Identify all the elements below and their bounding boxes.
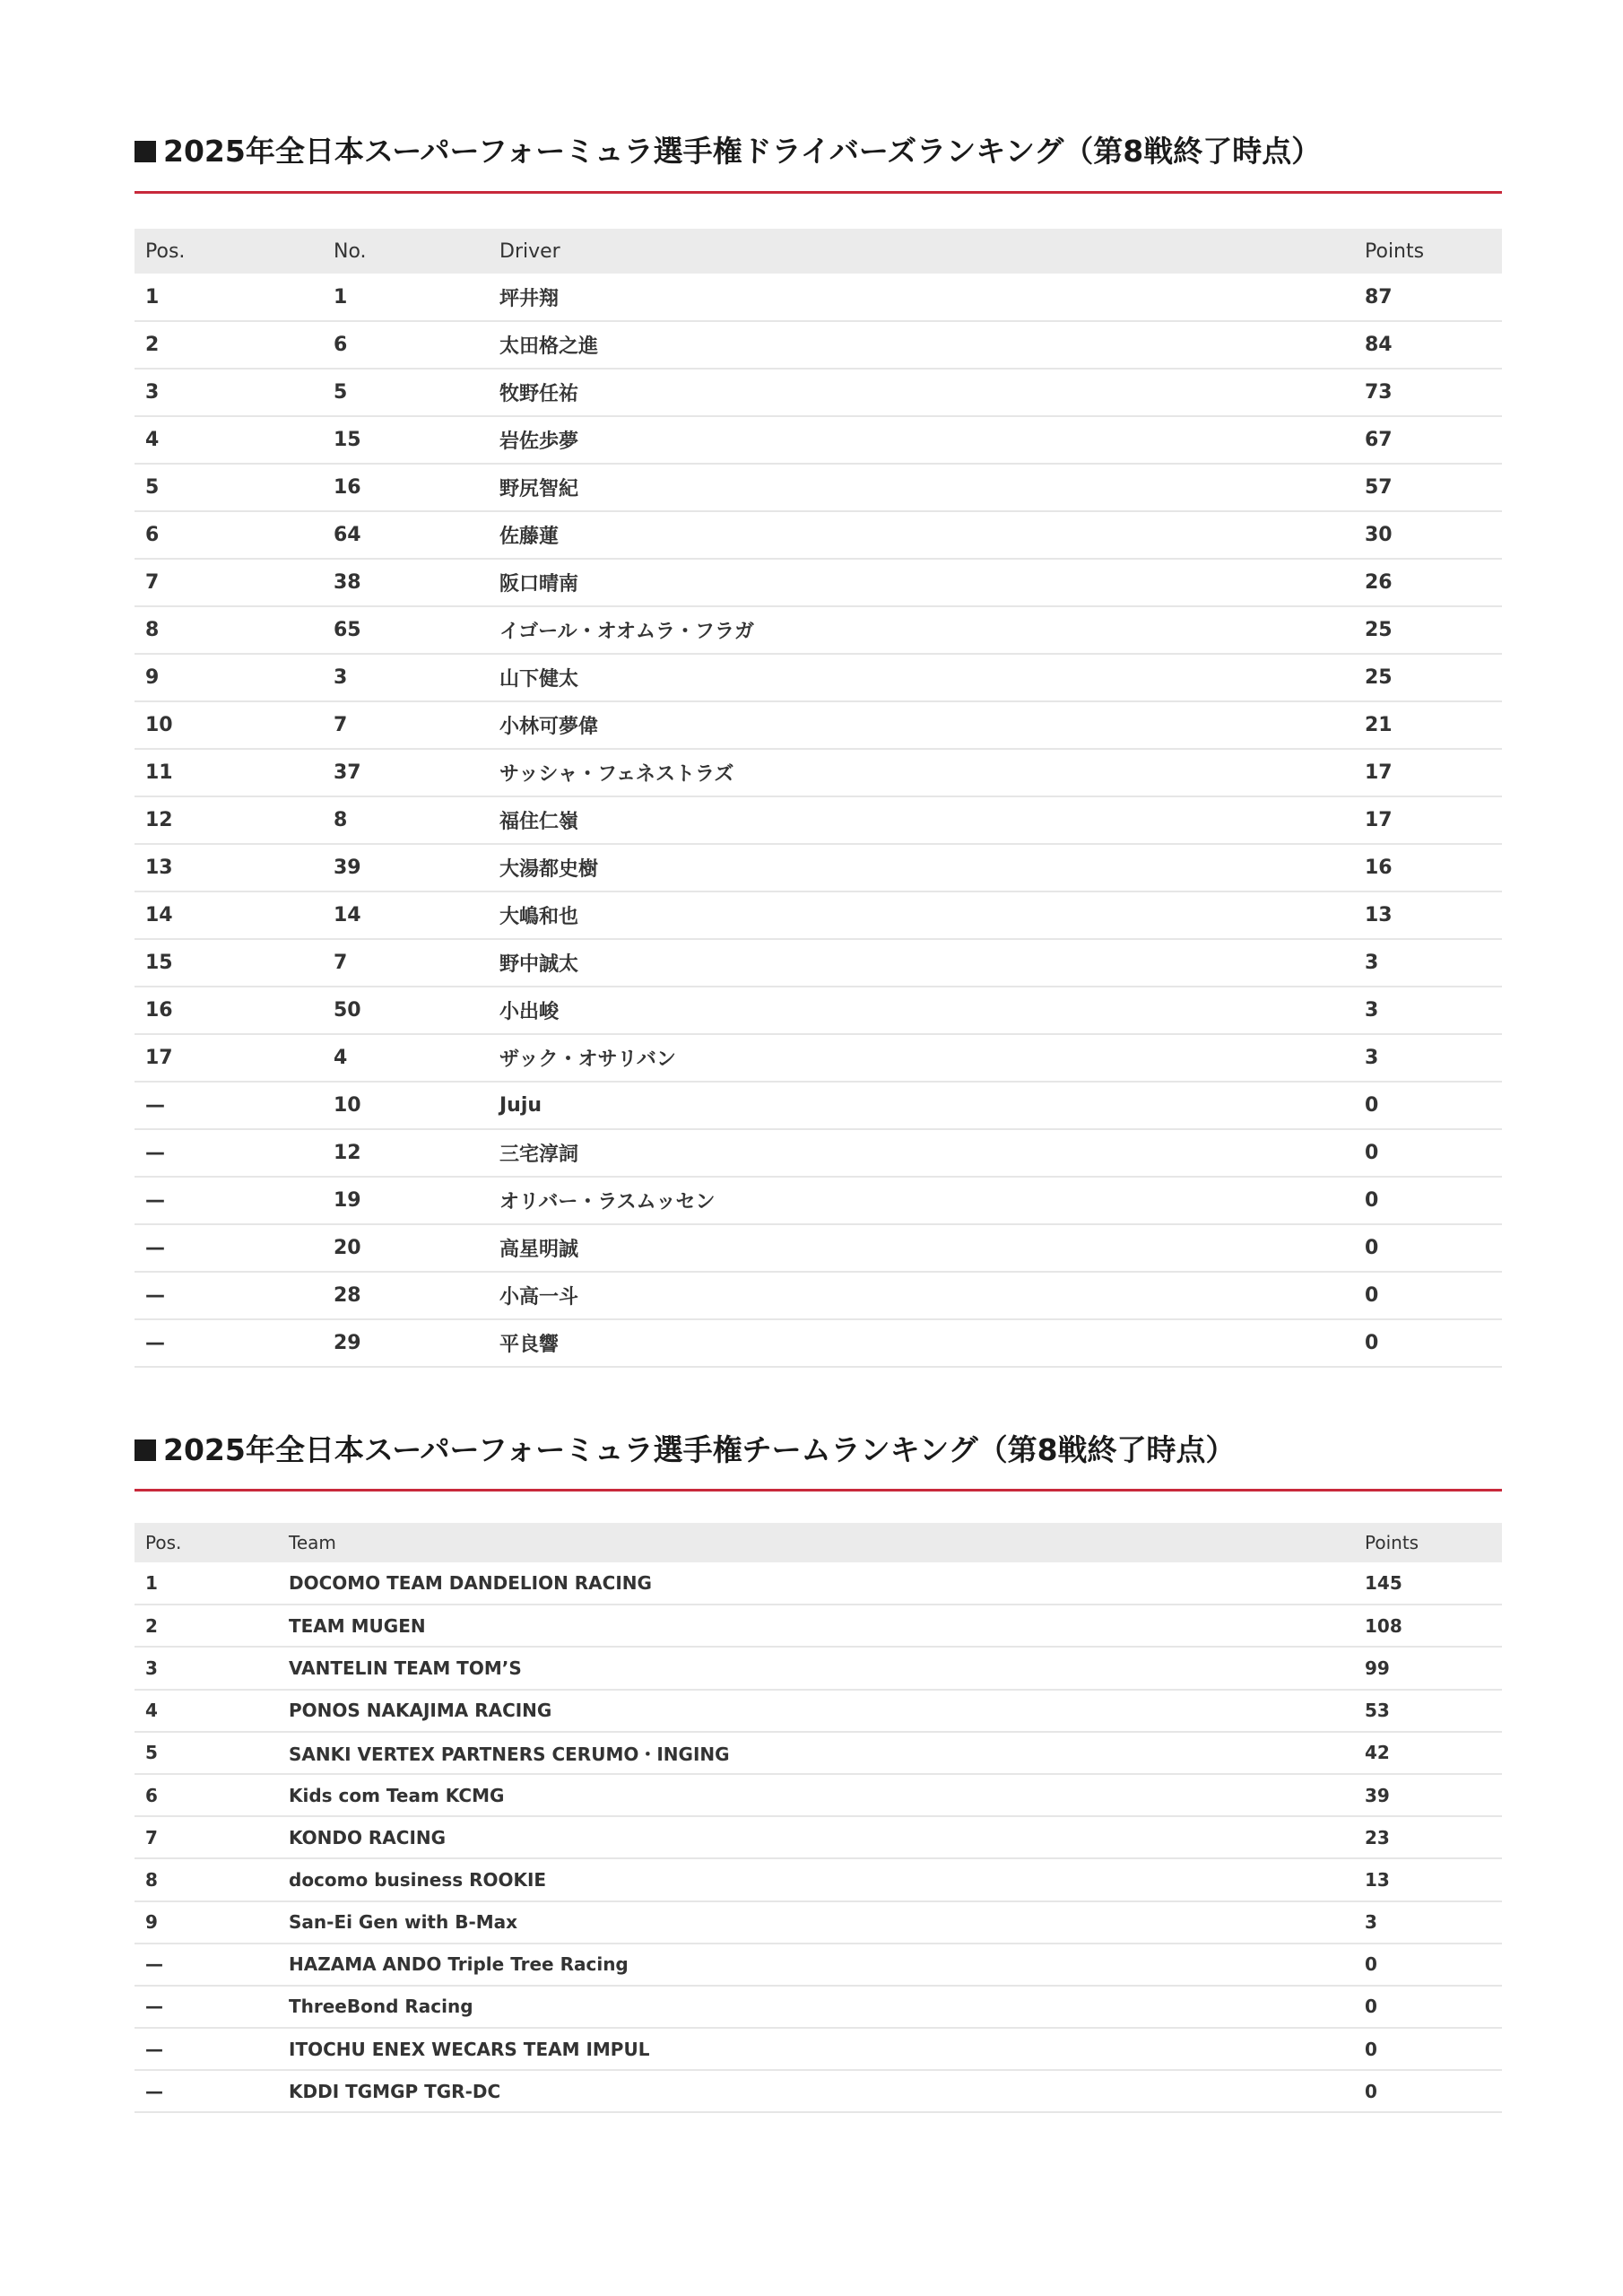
table-header-row bbox=[135, 1523, 1502, 1562]
teams-ranking-title-text: 2025年全日本スーパーフォーミュラ選手権チームランキング（第8戦終了時点） bbox=[163, 1432, 1236, 1467]
driver-row bbox=[135, 654, 1502, 701]
cell-pos: 7 bbox=[135, 559, 323, 606]
cell-team: KDDI TGMGP TGR-DC bbox=[278, 2070, 1354, 2112]
team-row bbox=[135, 1944, 1502, 1986]
cell-pos: 12 bbox=[135, 796, 323, 844]
cell-points: 3 bbox=[1354, 987, 1502, 1034]
cell-points: 108 bbox=[1354, 1605, 1502, 1647]
cell-pos: — bbox=[135, 1129, 323, 1177]
driver-row bbox=[135, 1319, 1502, 1367]
driver-row bbox=[135, 1177, 1502, 1224]
driver-row bbox=[135, 1034, 1502, 1082]
cell-team: SANKI VERTEX PARTNERS CERUMO・INGING bbox=[278, 1732, 1354, 1774]
cell-driver: ザック・オサリバン bbox=[489, 1034, 1354, 1082]
cell-pos: — bbox=[135, 1272, 323, 1319]
cell-points: 26 bbox=[1354, 559, 1502, 606]
driver-row bbox=[135, 1272, 1502, 1319]
cell-team: PONOS NAKAJIMA RACING bbox=[278, 1690, 1354, 1732]
cell-pos: 13 bbox=[135, 844, 323, 891]
team-row bbox=[135, 1858, 1502, 1900]
header-points: Points bbox=[1365, 239, 1425, 263]
cell-points: 13 bbox=[1354, 1858, 1502, 1900]
cell-pos: 10 bbox=[135, 701, 323, 749]
team-row bbox=[135, 1986, 1502, 2028]
team-row bbox=[135, 2070, 1502, 2112]
cell-pos: 15 bbox=[135, 939, 323, 987]
drivers-ranking-section bbox=[135, 0, 1502, 1372]
cell-points: 145 bbox=[1354, 1562, 1502, 1605]
team-row bbox=[135, 1816, 1502, 1858]
cell-driver: 野尻智紀 bbox=[489, 464, 1354, 511]
driver-row bbox=[135, 891, 1502, 939]
cell-no: 3 bbox=[323, 654, 489, 701]
team-row bbox=[135, 2028, 1502, 2070]
cell-team: VANTELIN TEAM TOM’S bbox=[278, 1647, 1354, 1689]
cell-driver: 三宅淳詞 bbox=[489, 1129, 1354, 1177]
cell-points: 3 bbox=[1354, 939, 1502, 987]
cell-points: 53 bbox=[1354, 1690, 1502, 1732]
cell-pos: 16 bbox=[135, 987, 323, 1034]
driver-row bbox=[135, 274, 1502, 321]
cell-team: ITOCHU ENEX WECARS TEAM IMPUL bbox=[278, 2028, 1354, 2070]
cell-driver: 大嶋和也 bbox=[489, 891, 1354, 939]
cell-pos: — bbox=[135, 2028, 278, 2070]
cell-pos: 14 bbox=[135, 891, 323, 939]
cell-pos: — bbox=[135, 2070, 278, 2112]
header-points: Points bbox=[1365, 1532, 1419, 1553]
cell-no: 38 bbox=[323, 559, 489, 606]
cell-no: 6 bbox=[323, 321, 489, 369]
cell-team: HAZAMA ANDO Triple Tree Racing bbox=[278, 1944, 1354, 1986]
cell-pos: — bbox=[135, 1224, 323, 1272]
driver-row bbox=[135, 749, 1502, 796]
teams-ranking-title bbox=[135, 1429, 1236, 1472]
team-row bbox=[135, 1605, 1502, 1647]
cell-no: 16 bbox=[323, 464, 489, 511]
cell-pos: 6 bbox=[135, 511, 323, 559]
driver-row bbox=[135, 511, 1502, 559]
cell-driver: 太田格之進 bbox=[489, 321, 1354, 369]
cell-no: 7 bbox=[323, 701, 489, 749]
cell-team: docomo business ROOKIE bbox=[278, 1858, 1354, 1900]
team-row bbox=[135, 1901, 1502, 1944]
cell-driver: オリバー・ラスムッセン bbox=[489, 1177, 1354, 1224]
cell-no: 64 bbox=[323, 511, 489, 559]
cell-pos: 9 bbox=[135, 654, 323, 701]
cell-pos: — bbox=[135, 1319, 323, 1367]
cell-no: 5 bbox=[323, 369, 489, 416]
header-pos: Pos. bbox=[145, 239, 186, 263]
cell-team: TEAM MUGEN bbox=[278, 1605, 1354, 1647]
team-row bbox=[135, 1774, 1502, 1816]
team-row bbox=[135, 1647, 1502, 1689]
header-driver: Driver bbox=[499, 239, 560, 263]
cell-driver: 大湯都史樹 bbox=[489, 844, 1354, 891]
cell-points: 25 bbox=[1354, 606, 1502, 654]
cell-team: San-Ei Gen with B-Max bbox=[278, 1901, 1354, 1944]
teams-ranking-table bbox=[135, 1523, 1502, 2113]
cell-pos: 8 bbox=[135, 606, 323, 654]
cell-points: 0 bbox=[1354, 1986, 1502, 2028]
cell-points: 0 bbox=[1354, 1224, 1502, 1272]
cell-no: 14 bbox=[323, 891, 489, 939]
cell-points: 21 bbox=[1354, 701, 1502, 749]
driver-row bbox=[135, 321, 1502, 369]
cell-points: 67 bbox=[1354, 416, 1502, 464]
cell-team: Kids com Team KCMG bbox=[278, 1774, 1354, 1816]
header-team: Team bbox=[289, 1532, 336, 1553]
cell-points: 0 bbox=[1354, 2070, 1502, 2112]
cell-no: 19 bbox=[323, 1177, 489, 1224]
cell-driver: 佐藤蓮 bbox=[489, 511, 1354, 559]
cell-no: 4 bbox=[323, 1034, 489, 1082]
cell-no: 7 bbox=[323, 939, 489, 987]
cell-points: 57 bbox=[1354, 464, 1502, 511]
driver-row bbox=[135, 559, 1502, 606]
cell-driver: 牧野任祐 bbox=[489, 369, 1354, 416]
cell-points: 0 bbox=[1354, 1272, 1502, 1319]
cell-pos: 1 bbox=[135, 274, 323, 321]
driver-row bbox=[135, 369, 1502, 416]
cell-pos: 11 bbox=[135, 749, 323, 796]
cell-no: 65 bbox=[323, 606, 489, 654]
title-divider bbox=[135, 1489, 1502, 1492]
drivers-ranking-title bbox=[135, 130, 1321, 173]
cell-driver: 平良響 bbox=[489, 1319, 1354, 1367]
cell-points: 30 bbox=[1354, 511, 1502, 559]
cell-driver: 福住仁嶺 bbox=[489, 796, 1354, 844]
cell-team: DOCOMO TEAM DANDELION RACING bbox=[278, 1562, 1354, 1605]
cell-points: 0 bbox=[1354, 1177, 1502, 1224]
cell-pos: 2 bbox=[135, 1605, 278, 1647]
cell-points: 0 bbox=[1354, 1082, 1502, 1129]
cell-no: 37 bbox=[323, 749, 489, 796]
cell-points: 0 bbox=[1354, 2028, 1502, 2070]
driver-row bbox=[135, 701, 1502, 749]
driver-row bbox=[135, 1082, 1502, 1129]
cell-points: 0 bbox=[1354, 1319, 1502, 1367]
cell-points: 3 bbox=[1354, 1034, 1502, 1082]
cell-no: 20 bbox=[323, 1224, 489, 1272]
driver-row bbox=[135, 796, 1502, 844]
cell-team: KONDO RACING bbox=[278, 1816, 1354, 1858]
cell-points: 17 bbox=[1354, 749, 1502, 796]
cell-no: 8 bbox=[323, 796, 489, 844]
cell-driver: 小高一斗 bbox=[489, 1272, 1354, 1319]
cell-pos: 1 bbox=[135, 1562, 278, 1605]
drivers-ranking-table bbox=[135, 229, 1502, 1368]
cell-pos: 3 bbox=[135, 369, 323, 416]
square-bullet-icon bbox=[135, 141, 156, 162]
cell-driver: 小出峻 bbox=[489, 987, 1354, 1034]
cell-driver: サッシャ・フェネストラズ bbox=[489, 749, 1354, 796]
cell-pos: 5 bbox=[135, 464, 323, 511]
cell-points: 0 bbox=[1354, 1129, 1502, 1177]
cell-points: 13 bbox=[1354, 891, 1502, 939]
cell-points: 17 bbox=[1354, 796, 1502, 844]
cell-driver: 阪口晴南 bbox=[489, 559, 1354, 606]
cell-no: 28 bbox=[323, 1272, 489, 1319]
cell-points: 0 bbox=[1354, 1944, 1502, 1986]
cell-points: 16 bbox=[1354, 844, 1502, 891]
cell-points: 42 bbox=[1354, 1732, 1502, 1774]
cell-no: 39 bbox=[323, 844, 489, 891]
header-pos: Pos. bbox=[145, 1532, 182, 1553]
cell-points: 73 bbox=[1354, 369, 1502, 416]
cell-no: 12 bbox=[323, 1129, 489, 1177]
cell-driver: 坪井翔 bbox=[489, 274, 1354, 321]
team-row bbox=[135, 1562, 1502, 1605]
cell-pos: 4 bbox=[135, 1690, 278, 1732]
cell-no: 10 bbox=[323, 1082, 489, 1129]
cell-pos: 6 bbox=[135, 1774, 278, 1816]
cell-pos: 2 bbox=[135, 321, 323, 369]
cell-points: 84 bbox=[1354, 321, 1502, 369]
cell-pos: 4 bbox=[135, 416, 323, 464]
cell-no: 1 bbox=[323, 274, 489, 321]
cell-points: 3 bbox=[1354, 1901, 1502, 1944]
cell-pos: 9 bbox=[135, 1901, 278, 1944]
driver-row bbox=[135, 1224, 1502, 1272]
driver-row bbox=[135, 987, 1502, 1034]
cell-pos: — bbox=[135, 1177, 323, 1224]
drivers-ranking-title-text: 2025年全日本スーパーフォーミュラ選手権ドライバーズランキング（第8戦終了時点） bbox=[163, 134, 1322, 169]
cell-driver: 岩佐歩夢 bbox=[489, 416, 1354, 464]
cell-driver: 野中誠太 bbox=[489, 939, 1354, 987]
cell-pos: 8 bbox=[135, 1858, 278, 1900]
cell-pos: 5 bbox=[135, 1732, 278, 1774]
cell-pos: 7 bbox=[135, 1816, 278, 1858]
header-no: No. bbox=[334, 239, 367, 263]
cell-points: 99 bbox=[1354, 1647, 1502, 1689]
driver-row bbox=[135, 416, 1502, 464]
team-row bbox=[135, 1732, 1502, 1774]
cell-team: ThreeBond Racing bbox=[278, 1986, 1354, 2028]
cell-driver: 山下健太 bbox=[489, 654, 1354, 701]
driver-row bbox=[135, 844, 1502, 891]
driver-row bbox=[135, 606, 1502, 654]
cell-driver: イゴール・オオムラ・フラガ bbox=[489, 606, 1354, 654]
driver-row bbox=[135, 939, 1502, 987]
driver-row bbox=[135, 1129, 1502, 1177]
cell-driver: 小林可夢偉 bbox=[489, 701, 1354, 749]
cell-pos: 3 bbox=[135, 1647, 278, 1689]
square-bullet-icon bbox=[135, 1439, 156, 1461]
cell-no: 15 bbox=[323, 416, 489, 464]
cell-pos: 17 bbox=[135, 1034, 323, 1082]
cell-driver: 高星明誠 bbox=[489, 1224, 1354, 1272]
cell-no: 29 bbox=[323, 1319, 489, 1367]
cell-pos: — bbox=[135, 1986, 278, 2028]
cell-pos: — bbox=[135, 1082, 323, 1129]
driver-row bbox=[135, 464, 1502, 511]
cell-pos: — bbox=[135, 1944, 278, 1986]
cell-points: 87 bbox=[1354, 274, 1502, 321]
table-header-row bbox=[135, 229, 1502, 274]
cell-no: 50 bbox=[323, 987, 489, 1034]
cell-points: 39 bbox=[1354, 1774, 1502, 1816]
cell-driver: Juju bbox=[489, 1082, 1354, 1129]
cell-points: 25 bbox=[1354, 654, 1502, 701]
cell-points: 23 bbox=[1354, 1816, 1502, 1858]
title-divider bbox=[135, 191, 1502, 194]
team-row bbox=[135, 1690, 1502, 1732]
